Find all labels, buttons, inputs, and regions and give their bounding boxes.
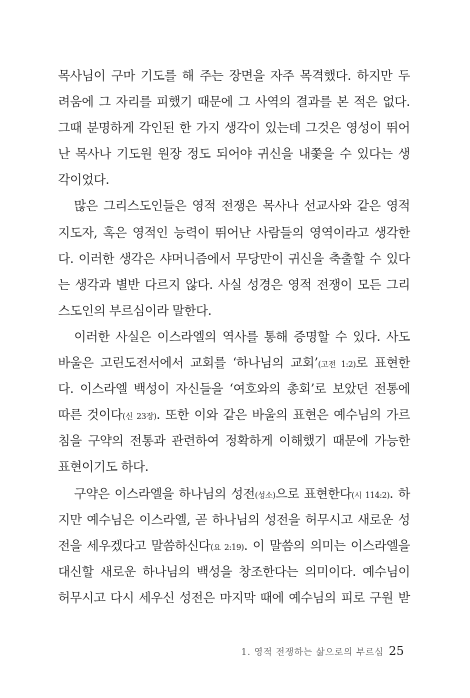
text-fragment: . 또한 이와 같은 바울의 표현은 예수님의 가르 [156, 407, 410, 423]
text-fragment: 으로 표현한다 [275, 485, 352, 501]
text-line: 표현이기도 하다. [58, 459, 149, 475]
text-line: 는 생각과 별반 다르지 않다. 사실 성경은 영적 전쟁이 모든 그리 [58, 276, 410, 292]
page-footer [241, 640, 404, 659]
text-line: 허무시고 다시 세우신 성전은 마지막 때에 예수님의 피로 구원 받 [58, 589, 410, 605]
citation: (시 114:2) [351, 490, 390, 500]
citation: (요 2:19) [210, 542, 244, 552]
text-line: 다. 이스라엘 백성이 자신들을 ‘여호와의 총회’로 보았던 전통에 [58, 381, 410, 397]
text-line [58, 481, 410, 507]
text-line: 다. 이러한 생각은 샤머니즘에서 무당만이 귀신을 축출할 수 있다 [58, 250, 410, 266]
text-line: 침을 구약의 전통과 관련하여 정확하게 이해했기 때문에 가능한 [58, 433, 410, 449]
running-footer-title: 1. 영적 전쟁하는 삶으로의 부르심 [241, 648, 384, 658]
text-line: 지도자, 혹은 영적인 능력이 뛰어난 사람들의 영역이라고 생각한 [58, 224, 410, 240]
text-fragment: 따른 것이다 [58, 407, 123, 423]
text-fragment: . 이 말씀의 의미는 이스라엘을 [243, 537, 411, 553]
text-line: 대신할 새로운 하나님의 백성을 창조한다는 의미이다. 예수님이 [58, 563, 410, 579]
text-line [58, 402, 410, 428]
text-line: 난 목사나 기도원 원장 정도 되어야 귀신을 내쫓을 수 있다는 생 [58, 146, 410, 162]
text-fragment: 바울은 고린도전서에서 교회를 ‘하나님의 교회’ [58, 355, 318, 371]
text-line: 스도인의 부르심이라 말한다. [58, 302, 212, 318]
page-number: 25 [388, 644, 404, 658]
text-line: 많은 그리스도인들은 영적 전쟁은 목사나 선교사와 같은 영적 [74, 198, 410, 214]
text-line: 이러한 사실은 이스라엘의 역사를 통해 증명할 수 있다. 사도 [74, 328, 410, 344]
text-fragment: 전을 세우겠다고 말씀하신다 [58, 537, 211, 553]
citation: (성소) [254, 490, 276, 500]
text-line: 그때 분명하게 각인된 한 가지 생각이 있는데 그것은 영성이 뛰어 [58, 120, 410, 136]
text-line: 목사님이 구마 기도를 해 주는 장면을 자주 목격했다. 하지만 두 [58, 68, 410, 83]
text-line: 각이었다. [58, 172, 110, 188]
text-fragment: 구약은 이스라엘을 하나님의 성전 [74, 485, 255, 501]
body-text [58, 63, 410, 611]
citation: (고전 1:2) [317, 360, 356, 370]
citation: (신 23장) [122, 412, 157, 422]
text-line: 려움에 그 자리를 피했기 때문에 그 사역의 결과를 본 적은 없다. [58, 94, 410, 110]
text-fragment: . 하 [389, 485, 411, 501]
text-line: 지만 예수님은 이스라엘, 곧 하나님의 성전을 허무시고 새로운 성 [58, 511, 410, 527]
text-fragment: 로 표현한 [355, 355, 411, 371]
text-line [58, 350, 410, 376]
text-line [58, 533, 410, 559]
